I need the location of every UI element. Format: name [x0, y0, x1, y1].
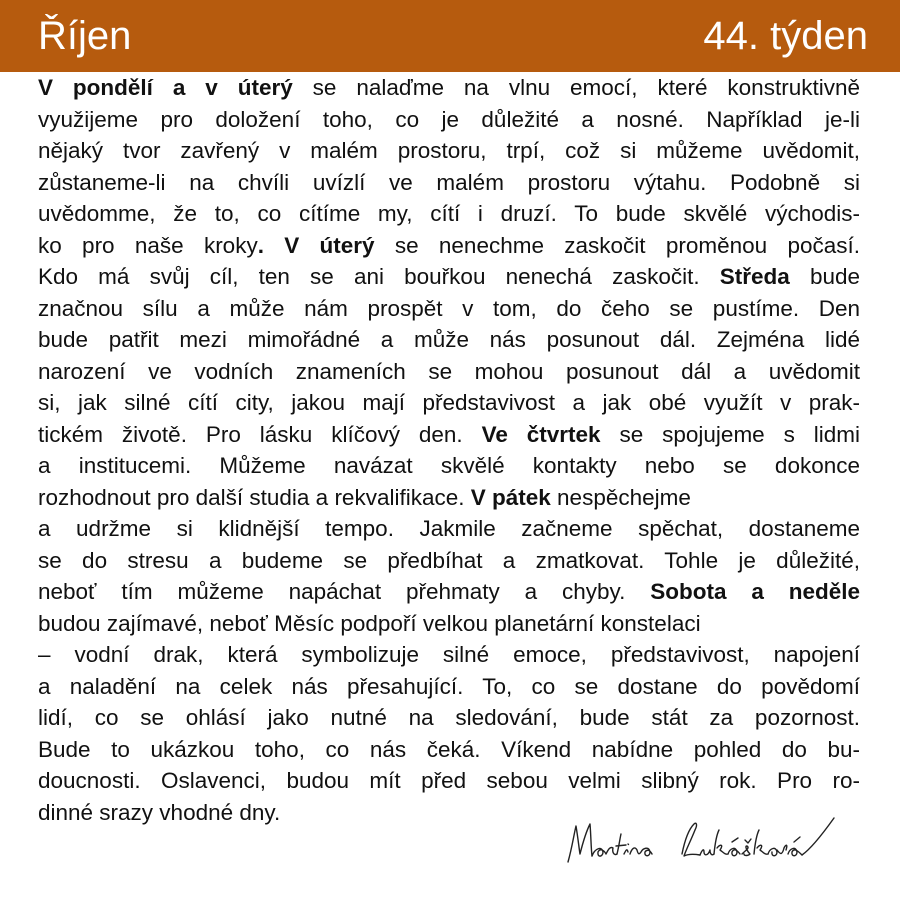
- text-segment: zůstaneme-li na chvíli uvízlí ve malém prostoru výtahu. Podobně si: [38, 169, 860, 195]
- text-segment: dinné srazy vhodné dny.: [38, 799, 281, 825]
- text-line: [38, 734, 860, 766]
- horoscope-text: [38, 72, 860, 828]
- text-line: [38, 419, 860, 451]
- author-signature: [562, 810, 872, 872]
- handwritten-signature: [562, 810, 872, 872]
- text-segment: bude patřit mezi mimořádné a může nás posunout dál. Zejména lidé: [38, 327, 860, 352]
- text-segment: bude: [789, 264, 860, 289]
- text-line: [38, 104, 860, 136]
- text-segment: se nalaďme na vlnu emocí, které konstruktivně: [292, 75, 860, 100]
- text-line: [38, 198, 860, 230]
- text-segment: doucnosti. Oslavenci, budou mít před sebou velmi slibný rok. Pro ro-: [38, 768, 860, 793]
- week-number: 44. týden: [703, 14, 868, 58]
- text-line: [38, 545, 860, 577]
- text-segment: rozhodnout pro další studia a rekvalifikace.: [38, 484, 471, 510]
- text-segment: značnou sílu a může nám prospět v tom, do čeho se pustíme. Den: [38, 295, 860, 321]
- text-segment: se nenechme zaskočit proměnou počasí.: [374, 232, 860, 258]
- text-line: [38, 450, 860, 482]
- text-line: [38, 513, 860, 545]
- bold-day-name: V pondělí a v úterý: [38, 75, 293, 100]
- text-segment: využijeme pro doložení toho, co je důležité a nosné. Například je-li: [38, 106, 860, 132]
- text-segment: Bude to ukázkou toho, co nás čeká. Víkend nabídne pohled do bu-: [38, 736, 860, 762]
- text-segment: uvědomme, že to, co cítíme my, cítí i druzí. To bude skvělé východis-: [38, 201, 860, 226]
- bold-day-name: V pátek: [470, 484, 551, 510]
- text-line: [38, 576, 860, 608]
- text-line: [38, 671, 860, 703]
- text-segment: narození ve vodních znameních se mohou posunout dál a uvědomit: [38, 358, 860, 384]
- text-segment: si, jak silné cítí city, jakou mají představivost a jak obé využít v prak-: [38, 390, 860, 415]
- bold-day-name: . V úterý: [257, 232, 375, 258]
- bold-day-name: Sobota a neděle: [650, 579, 860, 604]
- text-segment: ko pro naše kroky: [38, 232, 258, 258]
- bold-day-name: Ve čtvrtek: [481, 421, 601, 447]
- page-header: [0, 0, 900, 72]
- text-line: [38, 356, 860, 388]
- text-segment: neboť tím můžeme napáchat přehmaty a chyby.: [38, 579, 651, 604]
- text-line: [38, 639, 860, 671]
- text-segment: se do stresu a budeme se předbíhat a zmatkovat. Tohle je důležité,: [38, 547, 860, 573]
- text-segment: a naladění na celek nás přesahující. To, co se dostane do povědomí: [38, 673, 860, 699]
- text-segment: Kdo má svůj cíl, ten se ani bouřkou nenechá zaskočit.: [38, 264, 720, 289]
- text-line: [38, 324, 860, 356]
- text-line: [38, 608, 860, 640]
- text-segment: a udržme si klidnější tempo. Jakmile začneme spěchat, dostaneme: [38, 516, 860, 541]
- text-line: [38, 261, 860, 293]
- text-line: [38, 702, 860, 734]
- text-segment: – vodní drak, která symbolizuje silné emoce, představivost, napojení: [38, 642, 860, 667]
- month-title: Říjen: [38, 14, 132, 58]
- text-line: [38, 765, 860, 797]
- text-line: [38, 482, 860, 514]
- text-segment: nespěchejme: [550, 484, 691, 510]
- text-segment: tickém životě. Pro lásku klíčový den.: [38, 421, 482, 447]
- text-line: [38, 230, 860, 262]
- text-segment: lidí, co se ohlásí jako nutné na sledování, bude stát za pozornost.: [38, 705, 860, 730]
- text-line: [38, 387, 860, 419]
- text-segment: se spojujeme s lidmi: [600, 421, 861, 447]
- text-line: [38, 293, 860, 325]
- bold-day-name: Středa: [719, 264, 790, 289]
- text-line: [38, 167, 860, 199]
- text-segment: budou zajímavé, neboť Měsíc podpoří velkou planetární konstelaci: [38, 610, 701, 636]
- text-segment: a institucemi. Můžeme navázat skvělé kontakty nebo se dokonce: [38, 453, 860, 478]
- text-line: [38, 72, 860, 104]
- text-line: [38, 135, 860, 167]
- text-segment: nějaký tvor zavřený v malém prostoru, trpí, což si můžeme uvědomit,: [38, 138, 860, 163]
